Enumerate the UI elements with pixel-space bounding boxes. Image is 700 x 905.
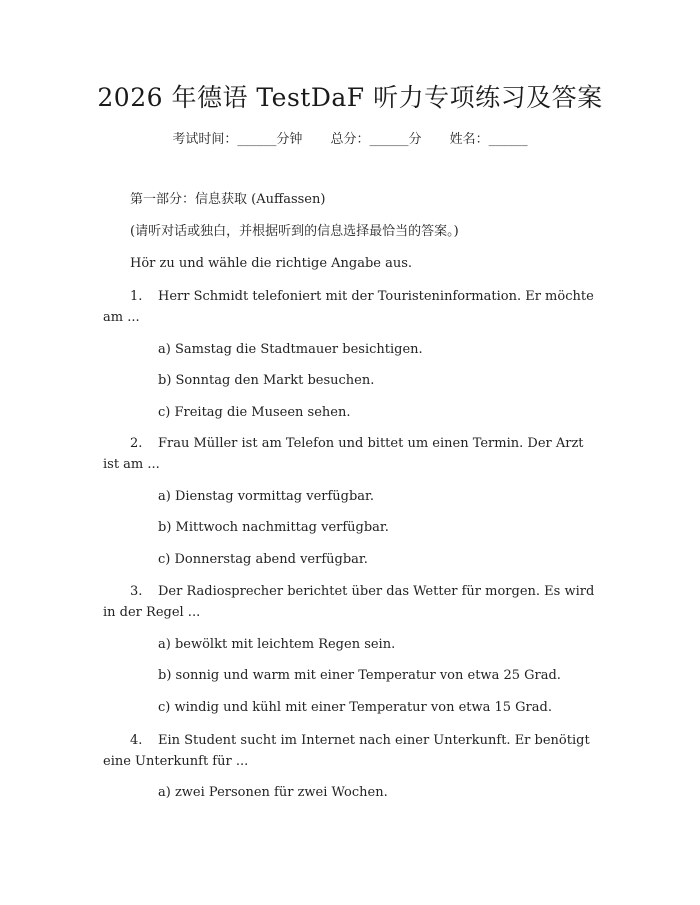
- question-number: 3.: [130, 584, 143, 599]
- question-text: Frau Müller ist am Telefon und bittet um einen Termin. Der Arzt: [158, 436, 584, 451]
- question-3-option-a: a) bewölkt mit leichtem Regen sein.: [158, 637, 396, 652]
- question-text: Ein Student sucht im Internet nach einer Unterkunft. Er benötigt: [158, 733, 590, 748]
- question-3-option-b: b) sonnig und warm mit einer Temperatur von etwa 25 Grad.: [158, 668, 561, 683]
- question-4-option-a: a) zwei Personen für zwei Wochen.: [158, 785, 388, 800]
- question-number: 1.: [130, 289, 143, 304]
- question-3-continuation: in der Regel ...: [103, 605, 201, 620]
- total-score-field: 总分：______分: [330, 132, 422, 147]
- question-2-option-a: a) Dienstag vormittag verfügbar.: [158, 489, 374, 504]
- section-instruction-de: Hör zu und wähle die richtige Angabe aus.: [130, 256, 413, 271]
- question-2: [130, 434, 584, 454]
- question-1-continuation: am ...: [103, 310, 140, 325]
- question-2-option-c: c) Donnerstag abend verfügbar.: [158, 552, 368, 567]
- question-number: 2.: [130, 436, 143, 451]
- exam-meta: [0, 130, 700, 150]
- name-field: 姓名：______: [449, 132, 528, 147]
- section-heading: 第一部分：信息获取 (Auffassen): [130, 192, 326, 207]
- question-1: [130, 287, 594, 307]
- question-3-option-c: c) windig und kühl mit einer Temperatur von etwa 15 Grad.: [158, 700, 552, 715]
- question-1-option-a: a) Samstag die Stadtmauer besichtigen.: [158, 342, 423, 357]
- section-instruction-cn: (请听对话或独白，并根据听到的信息选择最恰当的答案。): [130, 224, 459, 239]
- question-3: [130, 582, 594, 602]
- question-2-option-b: b) Mittwoch nachmittag verfügbar.: [158, 520, 389, 535]
- exam-time-field: 考试时间：______分钟: [172, 132, 303, 147]
- question-4-continuation: eine Unterkunft für ...: [103, 754, 249, 769]
- question-2-continuation: ist am ...: [103, 457, 160, 472]
- document-title: 2026 年德语 TestDaF 听力专项练习及答案: [97, 83, 603, 112]
- question-4: [130, 731, 590, 751]
- question-text: Der Radiosprecher berichtet über das Wetter für morgen. Es wird: [158, 584, 595, 599]
- question-text: Herr Schmidt telefoniert mit der Touristeninformation. Er möchte: [158, 289, 594, 304]
- question-number: 4.: [130, 733, 143, 748]
- question-1-option-b: b) Sonntag den Markt besuchen.: [158, 373, 375, 388]
- question-1-option-c: c) Freitag die Museen sehen.: [158, 405, 351, 420]
